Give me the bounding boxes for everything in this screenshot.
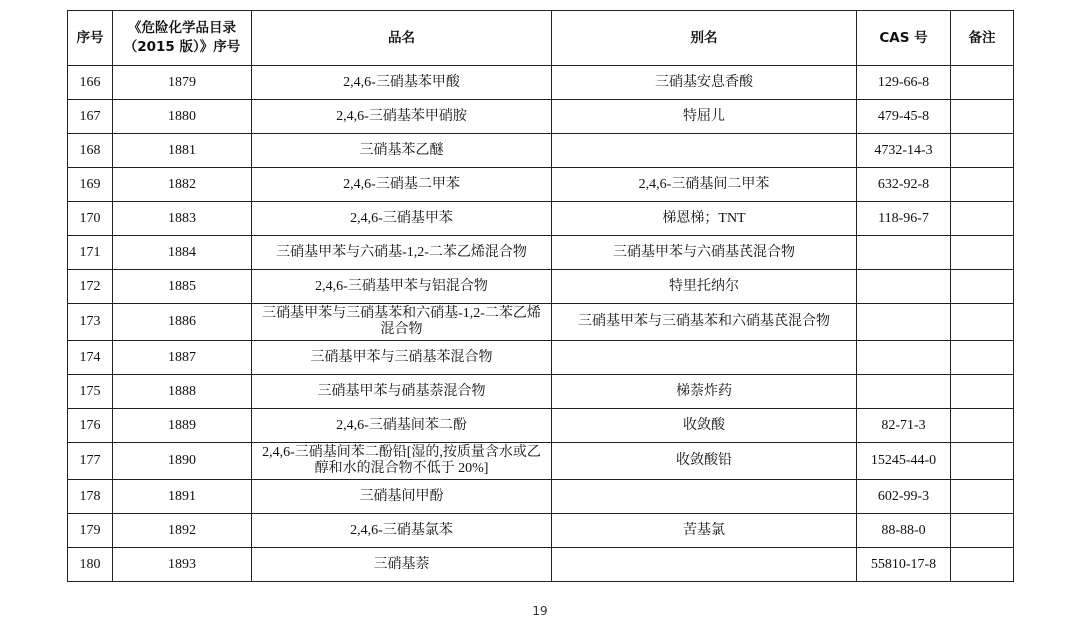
cell-seq: 172 bbox=[68, 270, 113, 304]
cell-seq: 177 bbox=[68, 443, 113, 480]
cell-name: 三硝基甲苯与三硝基苯混合物 bbox=[252, 341, 552, 375]
cell-cas: 4732-14-3 bbox=[857, 134, 951, 168]
cell-catalog-number: 1881 bbox=[113, 134, 252, 168]
cell-catalog-number: 1888 bbox=[113, 375, 252, 409]
cell-catalog-number: 1880 bbox=[113, 100, 252, 134]
cell-alias bbox=[552, 134, 857, 168]
cell-alias: 收敛酸 bbox=[552, 409, 857, 443]
cell-catalog-number: 1885 bbox=[113, 270, 252, 304]
table-header bbox=[68, 11, 1014, 66]
table-row bbox=[68, 514, 1014, 548]
cell-seq: 179 bbox=[68, 514, 113, 548]
cell-note bbox=[951, 514, 1014, 548]
cell-name: 三硝基甲苯与硝基萘混合物 bbox=[252, 375, 552, 409]
table-row bbox=[68, 168, 1014, 202]
cell-name: 三硝基苯乙醚 bbox=[252, 134, 552, 168]
table-row bbox=[68, 341, 1014, 375]
cell-name: 三硝基甲苯与三硝基苯和六硝基-1,2-二苯乙烯混合物 bbox=[252, 304, 552, 341]
cell-name: 2,4,6-三硝基苯甲硝胺 bbox=[252, 100, 552, 134]
cell-name: 三硝基间甲酚 bbox=[252, 480, 552, 514]
cell-name: 2,4,6-三硝基间苯二酚铅[湿的,按质量含水或乙醇和水的混合物不低于 20%] bbox=[252, 443, 552, 480]
cell-catalog-number: 1889 bbox=[113, 409, 252, 443]
cell-name: 三硝基萘 bbox=[252, 548, 552, 582]
cell-cas bbox=[857, 304, 951, 341]
cell-alias: 2,4,6-三硝基间二甲苯 bbox=[552, 168, 857, 202]
cell-note bbox=[951, 270, 1014, 304]
table-row bbox=[68, 66, 1014, 100]
cell-alias bbox=[552, 341, 857, 375]
cell-cas bbox=[857, 270, 951, 304]
cell-seq: 174 bbox=[68, 341, 113, 375]
cell-note bbox=[951, 168, 1014, 202]
cell-alias bbox=[552, 480, 857, 514]
header-seq: 序号 bbox=[68, 11, 113, 66]
cell-cas: 55810-17-8 bbox=[857, 548, 951, 582]
cell-cas: 129-66-8 bbox=[857, 66, 951, 100]
cell-seq: 173 bbox=[68, 304, 113, 341]
page-number: 19 bbox=[532, 604, 548, 618]
cell-cas bbox=[857, 341, 951, 375]
cell-seq: 168 bbox=[68, 134, 113, 168]
cell-alias: 特里托纳尔 bbox=[552, 270, 857, 304]
cell-seq: 176 bbox=[68, 409, 113, 443]
cell-catalog-number: 1893 bbox=[113, 548, 252, 582]
cell-name: 2,4,6-三硝基甲苯与铝混合物 bbox=[252, 270, 552, 304]
cell-seq: 178 bbox=[68, 480, 113, 514]
cell-alias: 梯萘炸药 bbox=[552, 375, 857, 409]
cell-cas: 118-96-7 bbox=[857, 202, 951, 236]
cell-cas: 88-88-0 bbox=[857, 514, 951, 548]
cell-note bbox=[951, 375, 1014, 409]
cell-catalog-number: 1887 bbox=[113, 341, 252, 375]
cell-note bbox=[951, 409, 1014, 443]
cell-name: 2,4,6-三硝基二甲苯 bbox=[252, 168, 552, 202]
cell-seq: 180 bbox=[68, 548, 113, 582]
cell-alias: 收敛酸铅 bbox=[552, 443, 857, 480]
cell-cas: 479-45-8 bbox=[857, 100, 951, 134]
cell-name: 2,4,6-三硝基间苯二酚 bbox=[252, 409, 552, 443]
header-catalog-line2: （2015 版）》序号 bbox=[123, 39, 241, 55]
cell-seq: 171 bbox=[68, 236, 113, 270]
header-catalog-line1: 《危险化学品目录 bbox=[128, 20, 236, 36]
cell-note bbox=[951, 548, 1014, 582]
cell-catalog-number: 1882 bbox=[113, 168, 252, 202]
cell-alias: 三硝基甲苯与六硝基芪混合物 bbox=[552, 236, 857, 270]
header-catalog-number bbox=[113, 11, 252, 66]
cell-name: 2,4,6-三硝基苯甲酸 bbox=[252, 66, 552, 100]
cell-alias: 苦基氯 bbox=[552, 514, 857, 548]
cell-note bbox=[951, 341, 1014, 375]
table-row bbox=[68, 100, 1014, 134]
table-body bbox=[68, 66, 1014, 582]
cell-cas: 82-71-3 bbox=[857, 409, 951, 443]
cell-catalog-number: 1879 bbox=[113, 66, 252, 100]
table-row bbox=[68, 202, 1014, 236]
cell-seq: 170 bbox=[68, 202, 113, 236]
table-row bbox=[68, 409, 1014, 443]
cell-catalog-number: 1890 bbox=[113, 443, 252, 480]
table-row bbox=[68, 304, 1014, 341]
cell-cas: 632-92-8 bbox=[857, 168, 951, 202]
cell-cas: 602-99-3 bbox=[857, 480, 951, 514]
cell-catalog-number: 1891 bbox=[113, 480, 252, 514]
cell-seq: 169 bbox=[68, 168, 113, 202]
table-row bbox=[68, 236, 1014, 270]
header-alias: 别名 bbox=[552, 11, 857, 66]
cell-note bbox=[951, 134, 1014, 168]
cell-catalog-number: 1892 bbox=[113, 514, 252, 548]
cell-name: 三硝基甲苯与六硝基-1,2-二苯乙烯混合物 bbox=[252, 236, 552, 270]
chemical-catalog-table bbox=[67, 10, 1014, 582]
cell-note bbox=[951, 202, 1014, 236]
table-row bbox=[68, 443, 1014, 480]
cell-note bbox=[951, 236, 1014, 270]
cell-name: 2,4,6-三硝基甲苯 bbox=[252, 202, 552, 236]
header-row bbox=[68, 11, 1014, 66]
table-row bbox=[68, 270, 1014, 304]
cell-catalog-number: 1883 bbox=[113, 202, 252, 236]
cell-seq: 167 bbox=[68, 100, 113, 134]
cell-seq: 175 bbox=[68, 375, 113, 409]
cell-catalog-number: 1884 bbox=[113, 236, 252, 270]
header-note: 备注 bbox=[951, 11, 1014, 66]
cell-note bbox=[951, 66, 1014, 100]
cell-alias: 三硝基安息香酸 bbox=[552, 66, 857, 100]
table-row bbox=[68, 134, 1014, 168]
header-cas: CAS 号 bbox=[857, 11, 951, 66]
table-row bbox=[68, 375, 1014, 409]
cell-note bbox=[951, 443, 1014, 480]
header-name: 品名 bbox=[252, 11, 552, 66]
cell-catalog-number: 1886 bbox=[113, 304, 252, 341]
cell-note bbox=[951, 480, 1014, 514]
table-row bbox=[68, 480, 1014, 514]
cell-cas bbox=[857, 236, 951, 270]
cell-cas: 15245-44-0 bbox=[857, 443, 951, 480]
cell-alias: 三硝基甲苯与三硝基苯和六硝基芪混合物 bbox=[552, 304, 857, 341]
cell-cas bbox=[857, 375, 951, 409]
cell-seq: 166 bbox=[68, 66, 113, 100]
cell-alias: 特屈儿 bbox=[552, 100, 857, 134]
table-row bbox=[68, 548, 1014, 582]
cell-name: 2,4,6-三硝基氯苯 bbox=[252, 514, 552, 548]
cell-note bbox=[951, 304, 1014, 341]
cell-alias: 梯恩梯；TNT bbox=[552, 202, 857, 236]
cell-alias bbox=[552, 548, 857, 582]
cell-note bbox=[951, 100, 1014, 134]
